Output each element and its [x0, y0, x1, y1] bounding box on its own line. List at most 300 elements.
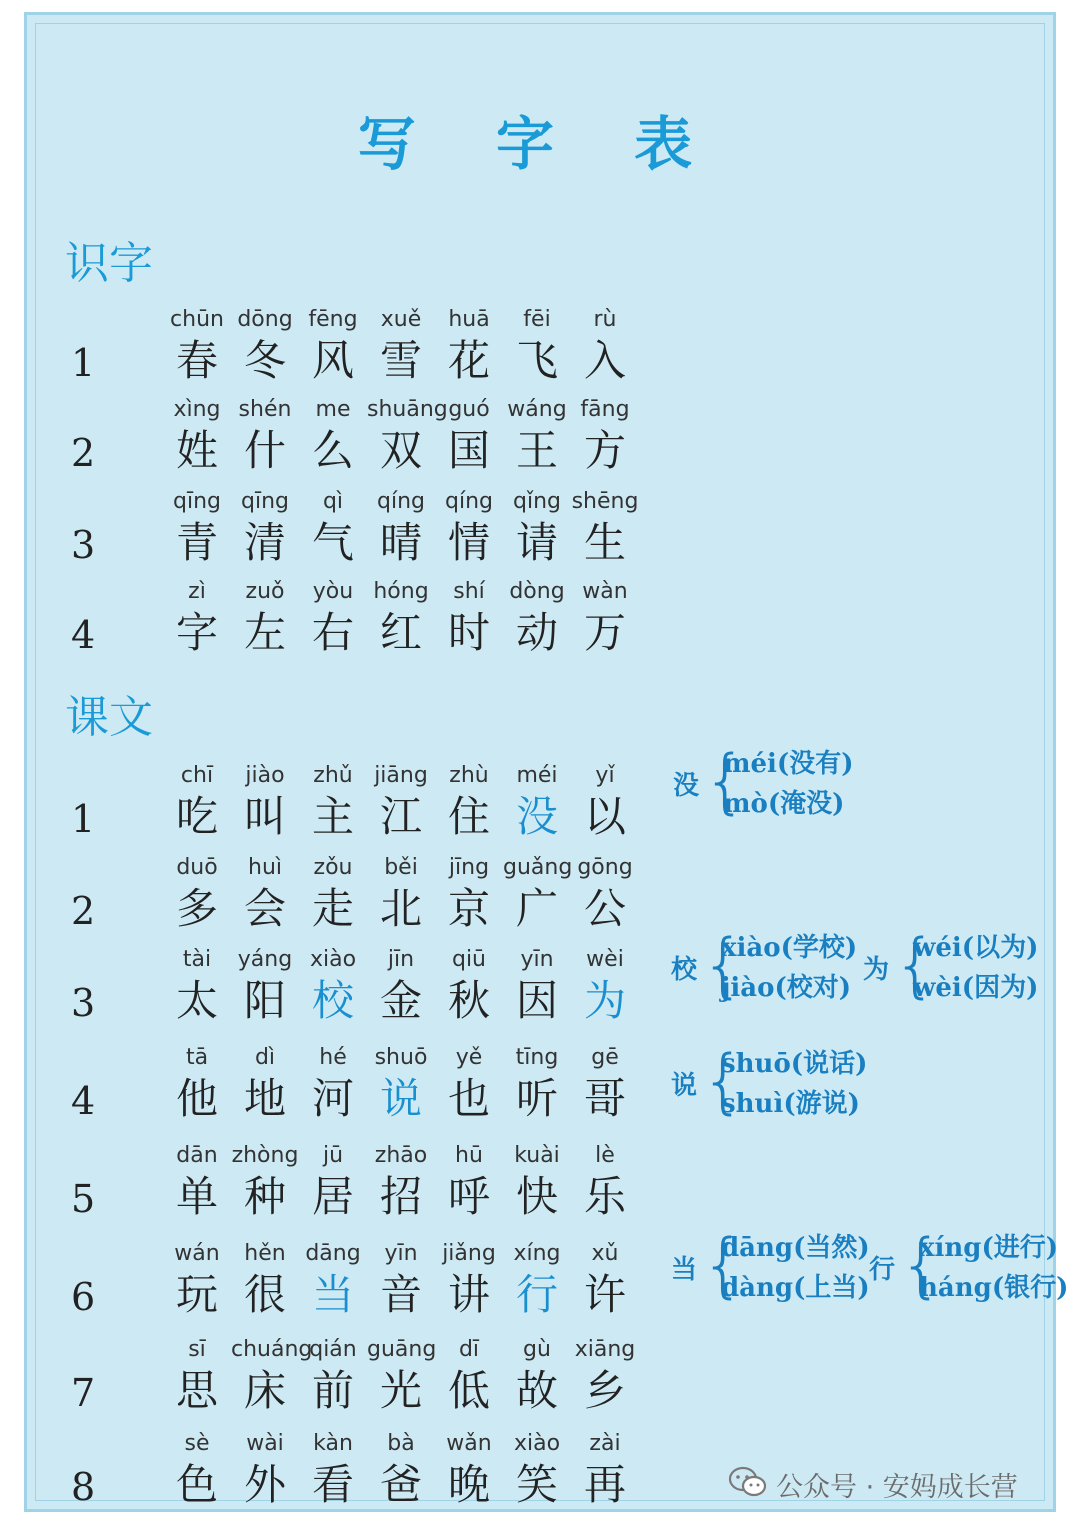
hanzi: 右: [311, 608, 354, 657]
hanzi: 因: [515, 976, 558, 1025]
row-number: 1: [71, 341, 96, 385]
pinyin: shēng: [571, 489, 639, 514]
pinyin: běi: [384, 855, 418, 880]
char-row: [27, 1429, 647, 1519]
pinyin: kàn: [313, 1431, 353, 1456]
pinyin: hū: [455, 1143, 483, 1168]
char-cell: [503, 577, 571, 659]
wechat-icon: [728, 1466, 768, 1498]
char-cell: [231, 577, 299, 659]
pinyin: wài: [246, 1431, 284, 1456]
section-heading-shizi: 识字: [65, 238, 153, 289]
pinyin: tài: [182, 947, 212, 972]
hanzi: 再: [583, 1460, 626, 1509]
hanzi: 气: [311, 518, 354, 567]
row-number: 8: [71, 1465, 96, 1509]
polyphone-char: 校: [671, 955, 698, 985]
char-cell: [435, 1239, 503, 1321]
char-row: [27, 1335, 647, 1425]
hanzi: 他: [175, 1074, 218, 1123]
hanzi: 晚: [447, 1460, 490, 1509]
hanzi: 爸: [379, 1460, 422, 1509]
char-cell: [571, 305, 639, 387]
hanzi: 河: [311, 1074, 354, 1123]
char-cell: [435, 487, 503, 569]
char-cell: [163, 1043, 231, 1125]
char-cell: [503, 1335, 571, 1417]
pinyin: chī: [180, 763, 214, 788]
hanzi: 动: [515, 608, 558, 657]
polyphone-char: 说: [671, 1071, 698, 1101]
char-cell: [367, 1141, 435, 1223]
pinyin: hé: [319, 1045, 347, 1070]
polyphone-char: 当: [671, 1255, 698, 1285]
row-number: 6: [71, 1275, 96, 1319]
char-cell: [231, 1141, 299, 1223]
polyphone-reading-1: shuō(说话): [721, 1049, 868, 1079]
pinyin: shí: [453, 579, 485, 604]
char-cell: [571, 395, 639, 477]
hanzi: 玩: [175, 1270, 218, 1319]
hanzi: 种: [243, 1172, 286, 1221]
hanzi: 双: [379, 426, 422, 475]
pinyin: yīn: [384, 1241, 418, 1266]
char-cell: [435, 1141, 503, 1223]
pinyin: dān: [176, 1143, 218, 1168]
pinyin: xiào: [513, 1431, 561, 1456]
brace-icon: {: [701, 1224, 746, 1306]
hanzi: 江: [379, 792, 422, 841]
char-cell: [571, 853, 639, 935]
pinyin: zì: [188, 579, 206, 604]
char-cell: [231, 945, 299, 1027]
pinyin: duō: [176, 855, 218, 880]
brace-icon: {: [899, 1224, 944, 1306]
row-number: 5: [71, 1177, 96, 1221]
char-cell: [299, 305, 367, 387]
hanzi: 音: [379, 1270, 422, 1319]
hanzi: 行: [515, 1270, 558, 1319]
char-row: [27, 1043, 647, 1133]
hanzi: 清: [243, 518, 286, 567]
hanzi: 姓: [175, 426, 218, 475]
pinyin: dōng: [237, 307, 293, 332]
char-cell: [367, 945, 435, 1027]
pinyin: chūn: [170, 307, 224, 332]
hanzi: 很: [243, 1270, 286, 1319]
pinyin: guó: [448, 397, 490, 422]
row-number: 2: [71, 889, 96, 933]
pinyin: jīn: [387, 947, 415, 972]
pinyin: guǎng: [503, 855, 573, 880]
pinyin: chuáng: [231, 1337, 313, 1362]
hanzi: 讲: [447, 1270, 490, 1319]
pinyin: fēi: [523, 307, 551, 332]
char-row: [27, 577, 647, 667]
hanzi: 请: [515, 518, 558, 567]
hanzi: 以: [583, 792, 626, 841]
char-cell: [367, 1239, 435, 1321]
char-cell: [571, 945, 639, 1027]
hanzi: 低: [447, 1366, 490, 1415]
pinyin: yīn: [520, 947, 554, 972]
hanzi: 听: [515, 1074, 558, 1123]
polyphone-reading-2: shuì(游说): [721, 1089, 860, 1119]
pinyin: jiào: [245, 763, 285, 788]
hanzi: 多: [175, 884, 218, 933]
pinyin: dī: [458, 1337, 480, 1362]
hanzi: 生: [583, 518, 626, 567]
char-cell: [503, 487, 571, 569]
char-cell: [367, 1043, 435, 1125]
char-cell: [435, 395, 503, 477]
pinyin: lè: [595, 1143, 615, 1168]
pinyin: xuě: [380, 307, 422, 332]
char-cell: [367, 1335, 435, 1417]
polyphone-reading-2: dàng(上当): [721, 1273, 870, 1303]
char-cell: [571, 1239, 639, 1321]
char-cell: [231, 1335, 313, 1417]
pinyin: shuāng: [367, 397, 448, 422]
pinyin: xiāng: [574, 1337, 636, 1362]
hanzi: 招: [379, 1172, 422, 1221]
pinyin: yǐ: [595, 763, 615, 788]
char-cell: [571, 1141, 639, 1223]
polyphone-char: 没: [673, 771, 700, 801]
hanzi: 花: [447, 336, 490, 385]
char-cell: [435, 945, 503, 1027]
pinyin: huā: [448, 307, 490, 332]
hanzi: 外: [243, 1460, 286, 1509]
char-cell: [435, 761, 503, 843]
char-cell: [299, 1141, 367, 1223]
row-number: 3: [71, 981, 96, 1025]
char-cell: [163, 487, 231, 569]
char-cell: [163, 1429, 231, 1511]
char-cell: [299, 945, 367, 1027]
char-cell: [435, 1043, 503, 1125]
hanzi: 北: [379, 884, 422, 933]
pinyin: zhǔ: [313, 763, 353, 788]
hanzi: 叫: [243, 792, 286, 841]
pinyin: gē: [591, 1045, 619, 1070]
pinyin: wáng: [507, 397, 567, 422]
char-cell: [571, 1429, 639, 1511]
char-cell: [503, 1043, 571, 1125]
pinyin: me: [315, 397, 351, 422]
char-cell: [231, 305, 299, 387]
pinyin: shén: [238, 397, 292, 422]
hanzi: 许: [583, 1270, 626, 1319]
hanzi: 说: [379, 1074, 422, 1123]
char-cell: [163, 1239, 231, 1321]
polyphone-reading-1: wéi(以为): [913, 933, 1039, 963]
pinyin: dāng: [305, 1241, 361, 1266]
hanzi: 晴: [379, 518, 422, 567]
hanzi: 金: [379, 976, 422, 1025]
char-cell: [503, 1141, 571, 1223]
pinyin: fēng: [308, 307, 358, 332]
polyphone-reading-1: xíng(进行): [919, 1233, 1059, 1263]
hanzi: 住: [447, 792, 490, 841]
polyphone-char: 为: [863, 955, 890, 985]
char-cell: [231, 487, 299, 569]
hanzi: 什: [243, 426, 286, 475]
pinyin: qǐng: [513, 489, 561, 514]
hanzi: 也: [447, 1074, 490, 1123]
char-cell: [503, 305, 571, 387]
pinyin: sī: [188, 1337, 206, 1362]
char-cell: [163, 395, 231, 477]
char-row: [27, 945, 647, 1035]
hanzi: 为: [583, 976, 626, 1025]
hanzi: 时: [447, 608, 490, 657]
pinyin: tā: [185, 1045, 209, 1070]
pinyin: jiǎng: [442, 1241, 496, 1266]
polyphone-char: 行: [869, 1255, 896, 1285]
hanzi: 国: [447, 426, 490, 475]
brace-icon: {: [701, 1040, 746, 1122]
pinyin: qì: [322, 489, 344, 514]
polyphone-reading-2: jiào(校对): [721, 973, 852, 1003]
char-cell: [367, 395, 448, 477]
char-cell: [367, 853, 435, 935]
pinyin: yòu: [312, 579, 354, 604]
row-number: 7: [71, 1371, 96, 1415]
hanzi: 走: [311, 884, 354, 933]
hanzi: 入: [583, 336, 626, 385]
char-cell: [163, 577, 231, 659]
char-cell: [435, 853, 503, 935]
char-cell: [571, 1043, 639, 1125]
pinyin: dòng: [509, 579, 565, 604]
pinyin: jiāng: [374, 763, 428, 788]
pinyin: fāng: [580, 397, 630, 422]
char-cell: [435, 577, 503, 659]
char-cell: [367, 761, 435, 843]
char-row: [27, 305, 647, 395]
hanzi: 没: [515, 792, 558, 841]
hanzi: 色: [175, 1460, 218, 1509]
char-cell: [163, 1335, 231, 1417]
char-cell: [299, 577, 367, 659]
hanzi: 冬: [243, 336, 286, 385]
char-cell: [367, 487, 435, 569]
hanzi: 飞: [515, 336, 558, 385]
pinyin: yáng: [237, 947, 293, 972]
hanzi: 太: [175, 976, 218, 1025]
pinyin: yě: [455, 1045, 483, 1070]
watermark-text: 公众号 · 安妈成长营: [776, 1472, 1018, 1503]
pinyin: zhòng: [231, 1143, 299, 1168]
brace-icon: {: [703, 740, 748, 822]
pinyin: méi: [516, 763, 558, 788]
char-cell: [231, 1429, 299, 1511]
hanzi: 居: [311, 1172, 354, 1221]
polyphone-reading-2: wèi(因为): [913, 973, 1039, 1003]
char-cell: [231, 1043, 299, 1125]
hanzi: 吃: [175, 792, 218, 841]
hanzi: 哥: [583, 1074, 626, 1123]
hanzi: 左: [243, 608, 286, 657]
hanzi: 字: [175, 608, 218, 657]
char-row: [27, 487, 647, 577]
pinyin: wán: [174, 1241, 220, 1266]
pinyin: shuō: [374, 1045, 428, 1070]
char-row: [27, 761, 647, 851]
pinyin: hěn: [244, 1241, 286, 1266]
char-cell: [299, 1043, 367, 1125]
pinyin: xíng: [513, 1241, 561, 1266]
char-row: [27, 1239, 647, 1329]
pinyin: tīng: [515, 1045, 559, 1070]
char-cell: [231, 1239, 299, 1321]
hanzi: 秋: [447, 976, 490, 1025]
hanzi: 方: [583, 426, 626, 475]
char-cell: [299, 1335, 367, 1417]
char-cell: [231, 853, 299, 935]
pinyin: bà: [387, 1431, 415, 1456]
hanzi: 床: [243, 1366, 286, 1415]
char-row: [27, 853, 647, 943]
char-cell: [503, 1239, 571, 1321]
row-number: 3: [71, 523, 96, 567]
pinyin: zhù: [449, 763, 489, 788]
pinyin: guāng: [367, 1337, 437, 1362]
pinyin: qíng: [377, 489, 425, 514]
hanzi: 红: [379, 608, 422, 657]
page-title: 写 字 表: [357, 110, 723, 178]
pinyin: zǒu: [313, 855, 353, 880]
hanzi: 乡: [583, 1366, 626, 1415]
section-heading-kewen: 课文: [65, 692, 153, 743]
char-cell: [299, 761, 367, 843]
pinyin: rù: [593, 307, 617, 332]
hanzi: 京: [447, 884, 490, 933]
hanzi: 情: [447, 518, 490, 567]
hanzi: 青: [175, 518, 218, 567]
char-cell: [435, 1429, 503, 1511]
hanzi: 春: [175, 336, 218, 385]
polyphone-reading-1: méi(没有): [723, 749, 854, 779]
char-cell: [231, 395, 299, 477]
char-cell: [163, 945, 231, 1027]
row-number: 2: [71, 431, 96, 475]
hanzi: 思: [175, 1366, 218, 1415]
pinyin: sè: [184, 1431, 210, 1456]
char-cell: [367, 305, 435, 387]
char-cell: [299, 1429, 367, 1511]
brace-icon: {: [701, 924, 746, 1006]
hanzi: 前: [311, 1366, 354, 1415]
hanzi: 广: [515, 884, 558, 933]
pinyin: wàn: [582, 579, 628, 604]
hanzi: 主: [311, 792, 354, 841]
char-cell: [571, 487, 639, 569]
hanzi: 万: [583, 608, 626, 657]
char-row: [27, 1141, 647, 1231]
char-cell: [299, 1239, 367, 1321]
hanzi: 校: [311, 976, 354, 1025]
char-cell: [299, 487, 367, 569]
pinyin: wèi: [586, 947, 624, 972]
hanzi: 快: [515, 1172, 558, 1221]
hanzi: 王: [515, 426, 558, 475]
pinyin: zhāo: [374, 1143, 428, 1168]
char-cell: [503, 761, 571, 843]
pinyin: xiào: [309, 947, 357, 972]
pinyin: jīng: [448, 855, 490, 880]
row-number: 4: [71, 1079, 96, 1123]
hanzi: 地: [243, 1074, 286, 1123]
pinyin: huì: [248, 855, 282, 880]
char-cell: [435, 305, 503, 387]
hanzi: 会: [243, 884, 286, 933]
char-cell: [571, 577, 639, 659]
hanzi: 笑: [515, 1460, 558, 1509]
hanzi: 乐: [583, 1172, 626, 1221]
char-cell: [435, 1335, 503, 1417]
hanzi: 光: [379, 1366, 422, 1415]
hanzi: 风: [311, 336, 354, 385]
polyphone-reading-1: xiào(学校): [721, 933, 858, 963]
polyphone-reading-1: dāng(当然): [721, 1233, 870, 1263]
hanzi: 公: [583, 884, 626, 933]
polyphone-reading-2: háng(银行): [919, 1273, 1069, 1303]
pinyin: jū: [322, 1143, 344, 1168]
row-number: 1: [71, 797, 96, 841]
pinyin: kuài: [514, 1143, 560, 1168]
hanzi: 雪: [379, 336, 422, 385]
pinyin: gù: [523, 1337, 551, 1362]
char-cell: [231, 761, 299, 843]
hanzi: 看: [311, 1460, 354, 1509]
hanzi: 阳: [243, 976, 286, 1025]
pinyin: dì: [254, 1045, 276, 1070]
word-table-page: [24, 12, 1069, 1512]
char-cell: [367, 577, 435, 659]
pinyin: wǎn: [446, 1431, 492, 1456]
pinyin: qīng: [173, 489, 221, 514]
char-cell: [367, 1429, 435, 1511]
pinyin: xìng: [173, 397, 221, 422]
char-cell: [503, 395, 571, 477]
char-cell: [163, 853, 231, 935]
char-cell: [503, 945, 571, 1027]
hanzi: 呼: [447, 1172, 490, 1221]
pinyin: hóng: [373, 579, 429, 604]
pinyin: qíng: [445, 489, 493, 514]
pinyin: zài: [589, 1431, 621, 1456]
hanzi: 故: [515, 1366, 558, 1415]
char-cell: [299, 853, 367, 935]
char-cell: [163, 1141, 231, 1223]
brace-icon: {: [893, 924, 938, 1006]
pinyin: xǔ: [591, 1241, 619, 1266]
char-row: [27, 395, 647, 485]
char-cell: [571, 1335, 639, 1417]
pinyin: qiū: [451, 947, 487, 972]
row-number: 4: [71, 613, 96, 657]
pinyin: qīng: [241, 489, 289, 514]
pinyin: gōng: [577, 855, 633, 880]
pinyin: qián: [309, 1337, 357, 1362]
char-cell: [503, 1429, 571, 1511]
char-cell: [571, 761, 639, 843]
hanzi: 单: [175, 1172, 218, 1221]
pinyin: zuǒ: [245, 579, 285, 604]
char-cell: [163, 305, 231, 387]
